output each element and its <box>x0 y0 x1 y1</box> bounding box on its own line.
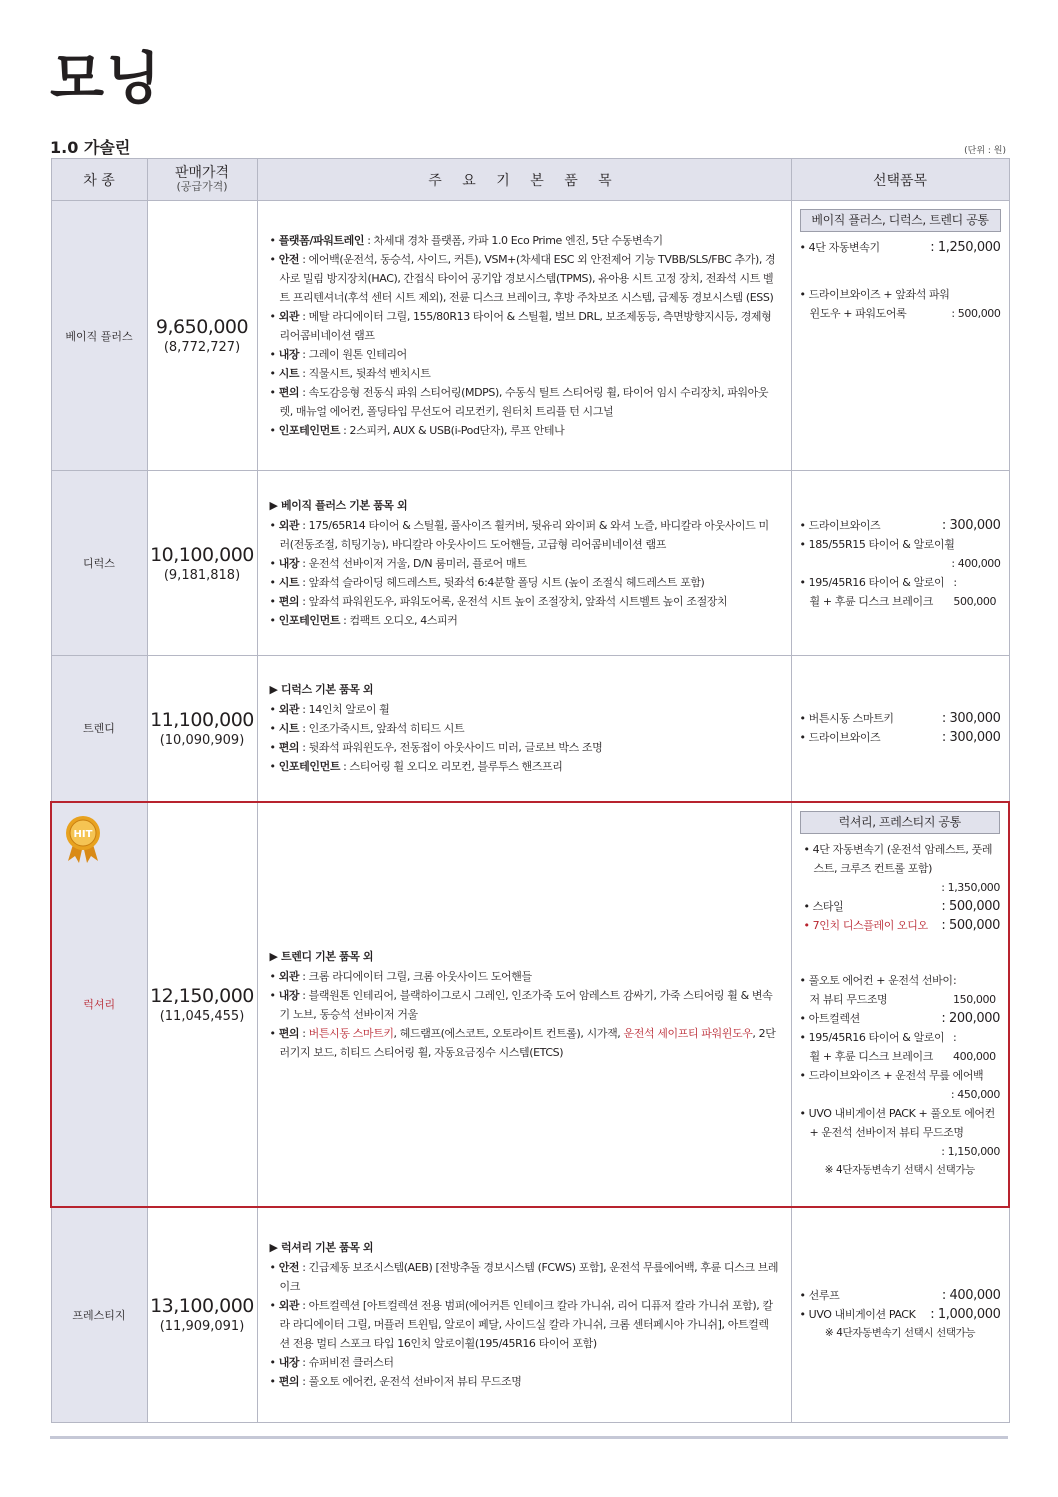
engine-subtitle: 1.0 가솔린 <box>50 138 131 157</box>
hit-badge-icon <box>62 815 104 863</box>
table-row <box>51 471 1009 656</box>
features-cell <box>257 471 791 656</box>
option-item: • UVO 내비게이션 PACK + 풀오토 에어컨 + 운전석 선바이저 뷰티 무드조명 : 1,150,000 <box>799 1106 1000 1158</box>
option-item: • 드라이브와이즈 + 앞좌석 파워 윈도우 + 파워도어록 : 500,000 <box>799 288 1001 320</box>
feature-header: ▶ 트렌디 기본 품목 외 <box>269 949 374 963</box>
feature-item: • 내장 : 운전석 선바이저 거울, D/N 룸미러, 플로어 매트 <box>269 557 527 570</box>
feature-header: ▶ 럭셔리 기본 품목 외 <box>269 1241 374 1255</box>
price-spec-table <box>50 158 1010 1423</box>
option-item: • 4단 자동변속기 : 1,250,000 <box>799 240 1001 255</box>
header-price <box>147 159 257 201</box>
feature-item: • 외관 : 175/65R14 타이어 & 스틸휠, 풀사이즈 휠커버, 뒷유리 와이퍼 & 와셔 노즐, 바디칼라 아웃사이드 미러(전동조절, 히팅기능), 바디칼라 아웃사이드 도어핸들, 고급형 리어콤비네이션 램프 <box>269 519 769 551</box>
option-item: • 풀오토 에어컨 + 운전석 선바이저 뷰티 무드조명 : 150,000 <box>799 973 996 1006</box>
supply-price: (11,909,091) <box>159 1319 245 1335</box>
price-cell <box>147 201 257 471</box>
option-item: • 아트컬렉션 : 200,000 <box>799 1010 1000 1026</box>
feature-item: • 안전 : 에어백(운전석, 동승석, 사이드, 커튼), VSM+(차세대 ESC 외 안전제어 기능 TVBB/SLS/FBC 추가), 경사로 밀림 방지장치(HAC), 간접식 타이어 공기압 경보시스템(TPMS), 유아용 시트 고정 장치, 전좌석 시트 벨트 프리텐셔너(후석 센터 시트 제외), 전륜 디스크 브레이크, 후방 주차보조 시스템, 급제동 경보시스템 (ESS) <box>269 253 776 304</box>
feature-item: • 외관 : 크롬 라디에이터 그릴, 크롬 아웃사이드 도어핸들 <box>269 969 532 983</box>
feature-item: • 내장 : 슈퍼비전 클러스터 <box>269 1356 394 1370</box>
header-price-label: 판매가격 <box>174 164 230 181</box>
option-item: • 스타일 : 500,000 <box>803 898 1000 914</box>
option-item: • 드라이브와이즈 + 운전석 무릎 에어백 : 450,000 <box>799 1068 1000 1101</box>
price-cell <box>147 656 257 802</box>
header-features: 주 요 기 본 품 목 <box>257 159 791 201</box>
option-note: ※ 4단자동변속기 선택시 선택가능 <box>824 1327 976 1340</box>
option-item: • 195/45R16 타이어 & 알로이휠 + 후륜 디스크 브레이크 : 500,000 <box>799 575 997 608</box>
feature-item: • 외관 : 14인치 알로이 휠 <box>269 703 390 717</box>
features-cell <box>257 201 791 471</box>
hit-badge-text: HIT <box>73 828 93 840</box>
supply-price: (8,772,727) <box>163 340 241 355</box>
sale-price: 9,650,000 <box>155 316 249 338</box>
sale-price: 10,100,000 <box>150 543 254 566</box>
table-row <box>51 1207 1009 1423</box>
feature-item: • 외관 : 아트컬렉션 [아트컬렉션 전용 범퍼(에어커튼 인테이크 칼라 가니쉬, 리어 디퓨저 칼라 가니쉬 포함), 칼라 라디에이터 그릴, 머플러 트윈팁, 알로이 페달, 사이드실 칼라 가니쉬, 크롬 센터페시아 가니쉬], 아트컬렉션 전용 멀티 스포크 타입 16인치 알로이휠(195/45R16 타이어 포함) <box>269 1299 773 1351</box>
price-cell <box>147 1207 257 1423</box>
common-options-box: 럭셔리, 프레스티지 공통 <box>800 811 1001 834</box>
options-cell <box>791 656 1009 802</box>
feature-item: • 편의 : 풀오토 에어컨, 운전석 선바이저 뷰티 무드조명 <box>269 1375 522 1389</box>
trim-cell <box>51 802 147 1207</box>
sale-price: 11,100,000 <box>150 708 254 731</box>
option-item: • UVO 내비게이션 PACK : 1,000,000 <box>799 1307 1001 1323</box>
feature-item: • 편의 : 속도감응형 전동식 파워 스티어링(MDPS), 수동식 틸트 스티어링 휠, 타이어 임시 수리장치, 파워아웃렛, 매뉴얼 에어컨, 폴딩타입 무선도어 리모컨키, 원터치 트리플 턴 시그널 <box>269 386 769 418</box>
options-cell <box>791 802 1009 1207</box>
header-trim: 차 종 <box>51 159 147 201</box>
feature-item: • 내장 : 블랙원톤 인테리어, 블랙하이그로시 그레인, 인조가죽 도어 암레스트 감싸기, 가죽 스티어링 휠 & 변속기 노브, 동승석 선바이저 거울 <box>269 988 773 1021</box>
table-row <box>51 201 1009 471</box>
trim-name: 베이직 플러스 <box>51 201 147 471</box>
feature-item: • 인포테인먼트 : 컴팩트 오디오, 4스피커 <box>269 614 458 627</box>
header-price-sub: (공급가격) <box>176 180 228 194</box>
table-row-highlighted <box>51 802 1009 1207</box>
features-cell <box>257 1207 791 1423</box>
option-item: • 4단 자동변속기 (운전석 암레스트, 풋레스트, 크루즈 컨트롤 포함) : 1,350,000 <box>803 842 1000 894</box>
sale-price: 13,100,000 <box>150 1295 254 1318</box>
sale-price: 12,150,000 <box>150 984 254 1007</box>
feature-item: • 편의 : 뒷좌석 파워윈도우, 전동접이 아웃사이드 미러, 글로브 박스 조명 <box>269 741 603 755</box>
feature-item: • 시트 : 앞좌석 슬라이딩 헤드레스트, 뒷좌석 6:4분할 폴딩 시트 (높이 조절식 헤드레스트 포함) <box>269 576 705 589</box>
trim-name: 프레스티지 <box>51 1207 147 1423</box>
supply-price: (9,181,818) <box>163 567 241 583</box>
common-options-box: 베이직 플러스, 디럭스, 트렌디 공통 <box>800 209 1001 232</box>
features-cell <box>257 802 791 1207</box>
option-item: • 드라이브와이즈 : 300,000 <box>799 730 1001 746</box>
option-item: • 선루프 : 400,000 <box>799 1288 1001 1304</box>
header-options: 선택품목 <box>791 159 1009 201</box>
feature-header: ▶ 디럭스 기본 품목 외 <box>269 683 374 697</box>
option-item: • 버튼시동 스마트키 : 300,000 <box>799 711 1001 727</box>
option-item: • 드라이브와이즈 : 300,000 <box>799 517 1001 533</box>
feature-item: • 편의 : 버튼시동 스마트키, 헤드램프(에스코트, 오토라이트 컨트롤), 시가잭, 운전석 세이프티 파워윈도우, 2단 러기지 보드, 히티드 스티어링 휠, 자동요금징수 시스템(ETCS) <box>269 1026 776 1059</box>
supply-price: (11,045,455) <box>159 1008 245 1024</box>
option-item: • 185/55R15 타이어 & 알로이휠 : 400,000 <box>799 537 1001 570</box>
feature-item: • 외관 : 메탈 라디에이터 그릴, 155/80R13 타이어 & 스틸휠, 벌브 DRL, 보조제동등, 측면방향지시등, 경제형 리어콤비네이션 램프 <box>269 310 772 342</box>
features-cell <box>257 656 791 802</box>
feature-item: • 시트 : 직물시트, 뒷좌석 벤치시트 <box>269 367 431 380</box>
unit-note: (단위 : 원) <box>964 146 1006 156</box>
feature-item: • 안전 : 긴급제동 보조시스템(AEB) [전방추돌 경보시스템 (FCWS) 포함], 운전석 무릎에어백, 후륜 디스크 브레이크 <box>269 1261 779 1294</box>
bottom-divider <box>50 1436 1008 1439</box>
options-cell <box>791 1207 1009 1423</box>
supply-price: (10,090,909) <box>159 732 245 748</box>
option-item: • 195/45R16 타이어 & 알로이휠 + 후륜 디스크 브레이크 : 400,000 <box>799 1030 996 1063</box>
price-cell <box>147 471 257 656</box>
page-title: 모닝 <box>50 47 163 112</box>
trim-name: 디럭스 <box>51 471 147 656</box>
feature-item: • 편의 : 앞좌석 파워윈도우, 파워도어록, 운전석 시트 높이 조절장치, 앞좌석 시트벨트 높이 조절장치 <box>269 595 728 608</box>
feature-item: • 내장 : 그레이 원톤 인테리어 <box>269 348 407 361</box>
trim-name: 트렌디 <box>51 656 147 802</box>
feature-item: • 인포테인먼트 : 2스피커, AUX & USB(i-Pod단자), 루프 안테나 <box>269 424 565 437</box>
feature-item: • 시트 : 인조가죽시트, 앞좌석 히티드 시트 <box>269 722 465 736</box>
options-cell <box>791 201 1009 471</box>
trim-name: 럭셔리 <box>83 998 116 1011</box>
feature-header: ▶ 베이직 플러스 기본 품목 외 <box>269 499 408 512</box>
table-row <box>51 656 1009 802</box>
price-cell <box>147 802 257 1207</box>
feature-item: • 인포테인먼트 : 스티어링 휠 오디오 리모컨, 블루투스 핸즈프리 <box>269 760 563 774</box>
option-item: • 7인치 디스플레이 오디오 : 500,000 <box>803 917 1000 933</box>
options-cell <box>791 471 1009 656</box>
option-note: ※ 4단자동변속기 선택시 선택가능 <box>824 1163 975 1176</box>
feature-item: • 플랫폼/파워트레인 : 차세대 경차 플랫폼, 카파 1.0 Eco Prime 엔진, 5단 수동변속기 <box>269 234 663 247</box>
